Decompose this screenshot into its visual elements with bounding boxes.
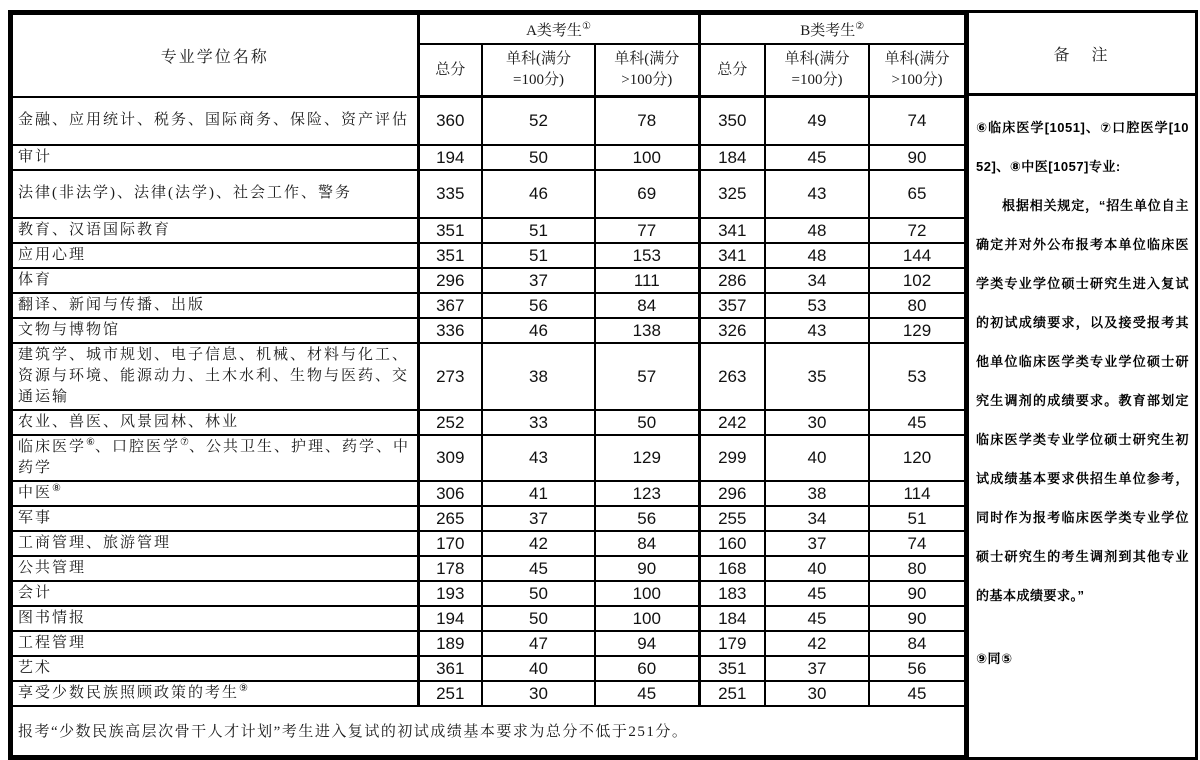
group-b-label: B类考生	[800, 22, 856, 39]
score-cell: 80	[869, 556, 965, 581]
score-cell: 350	[699, 97, 765, 145]
degree-name-text: 、口腔医学	[94, 438, 180, 455]
score-cell: 30	[482, 681, 595, 706]
score-cell: 90	[869, 145, 965, 170]
score-cell: 50	[482, 145, 595, 170]
a-single-eq100-header	[482, 44, 595, 97]
score-cell: 263	[699, 343, 765, 410]
remarks-paragraph: ⑥临床医学[1051]、⑦口腔医学[1052]、⑧中医[1057]专业:	[976, 120, 1190, 174]
degree-name-cell	[12, 218, 418, 243]
degree-name-text: 艺术	[18, 659, 53, 676]
footnote-marker: ②	[855, 20, 865, 32]
score-cell: 94	[595, 631, 699, 656]
score-cell: 351	[699, 656, 765, 681]
score-cell: 90	[869, 606, 965, 631]
subheader-line: >100分)	[621, 72, 673, 88]
score-cell: 299	[699, 435, 765, 481]
score-cell: 60	[595, 656, 699, 681]
remarks-paragraph: ⑨同⑤	[976, 651, 1013, 666]
score-cell: 45	[765, 145, 869, 170]
score-cell: 50	[595, 410, 699, 435]
footnote-marker: ⑥	[86, 436, 95, 448]
score-cell: 45	[482, 556, 595, 581]
table-row	[12, 606, 965, 631]
degree-name-text: 文物与博物馆	[18, 321, 121, 338]
score-cell: 72	[869, 218, 965, 243]
score-cell: 123	[595, 481, 699, 506]
score-cell: 265	[418, 506, 482, 531]
degree-name-cell	[12, 410, 418, 435]
score-cell: 100	[595, 145, 699, 170]
table-row	[12, 506, 965, 531]
degree-name-cell	[12, 581, 418, 606]
score-cell: 351	[418, 218, 482, 243]
table-row	[12, 343, 965, 410]
score-cell: 45	[869, 410, 965, 435]
degree-name-text: 图书情报	[18, 609, 87, 626]
score-cell: 35	[765, 343, 869, 410]
degree-name-text: 农业、兽医、风景园林、林业	[18, 413, 240, 430]
score-cell: 179	[699, 631, 765, 656]
subheader-line: =100分)	[513, 72, 564, 88]
table-row	[12, 410, 965, 435]
score-cell: 286	[699, 268, 765, 293]
group-a-label: A类考生	[526, 22, 582, 39]
degree-name-text: 享受少数民族照顾政策的考生	[18, 684, 240, 701]
subheader-line: 单科(满分	[784, 51, 850, 67]
footnote-marker: ⑨	[239, 682, 248, 694]
footer-note: 报考“少数民族高层次骨干人才计划”考生进入复试的初试成绩基本要求为总分不低于251分。	[12, 706, 965, 756]
remarks-column	[966, 13, 1195, 757]
degree-name-cell	[12, 481, 418, 506]
table-row	[12, 681, 965, 706]
score-cell: 325	[699, 170, 765, 218]
score-cell: 30	[765, 681, 869, 706]
remarks-body	[969, 96, 1195, 757]
table-row	[12, 268, 965, 293]
table-footer	[12, 706, 965, 756]
score-cell: 189	[418, 631, 482, 656]
subheader-line: 单科(满分	[884, 51, 950, 67]
degree-name-text: 审计	[18, 148, 53, 165]
score-cell: 46	[482, 318, 595, 343]
degree-name-cell	[12, 170, 418, 218]
score-cell: 43	[482, 435, 595, 481]
footer-row	[12, 706, 965, 756]
score-cell: 40	[765, 556, 869, 581]
score-cell: 45	[765, 581, 869, 606]
degree-name-text: 翻译、新闻与传播、出版	[18, 296, 206, 313]
subheader-line: 单科(满分	[506, 51, 571, 67]
degree-name-cell	[12, 506, 418, 531]
score-cell: 357	[699, 293, 765, 318]
score-cell: 51	[869, 506, 965, 531]
degree-name-cell	[12, 268, 418, 293]
score-cell: 296	[418, 268, 482, 293]
score-cell: 34	[765, 268, 869, 293]
degree-name-text: 中医	[18, 484, 53, 501]
degree-name-text: 体育	[18, 271, 53, 288]
degree-name-cell	[12, 556, 418, 581]
score-cell: 111	[595, 268, 699, 293]
score-cell: 34	[765, 506, 869, 531]
table-row	[12, 293, 965, 318]
degree-name-cell	[12, 243, 418, 268]
score-cell: 102	[869, 268, 965, 293]
score-cell: 37	[765, 531, 869, 556]
remarks-paragraph: 根据相关规定，“招生单位自主确定并对外公布报考本单位临床医学类专业学位硕士研究生进入复试的初试成绩要求，以及接受报考其他单位临床医学类专业学位硕士研究生调剂的成绩要求。教育部划定临床医学类专业学位硕士研究生初试成绩基本要求供招生单位参考，同时作为报考临床医学类专业学位硕士研究生的考生调剂到其他专业的基本成绩要求。”	[976, 198, 1190, 603]
score-cell: 42	[482, 531, 595, 556]
subheader-line: =100分)	[791, 72, 843, 88]
degree-name-text: 工程管理	[18, 634, 87, 651]
degree-name-text: 会计	[18, 584, 53, 601]
score-cell: 38	[765, 481, 869, 506]
degree-name-cell	[12, 606, 418, 631]
score-cell: 90	[595, 556, 699, 581]
degree-name-text: 法律(非法学)、法律(法学)、社会工作、警务	[18, 185, 352, 201]
score-line-sheet	[8, 10, 1198, 760]
group-header-row	[12, 14, 965, 44]
score-cell: 170	[418, 531, 482, 556]
score-cell: 45	[595, 681, 699, 706]
degree-name-cell	[12, 681, 418, 706]
score-cell: 120	[869, 435, 965, 481]
score-cell: 45	[765, 606, 869, 631]
degree-name-text: 建筑学、城市规划、电子信息、机械、材料与化工、资源与环境、能源动力、土木水利、生物与医药、交通运输	[18, 346, 410, 405]
score-cell: 77	[595, 218, 699, 243]
score-cell: 53	[869, 343, 965, 410]
score-cell: 51	[482, 243, 595, 268]
b-total-header: 总分	[699, 44, 765, 97]
score-cell: 251	[418, 681, 482, 706]
score-cell: 242	[699, 410, 765, 435]
score-cell: 48	[765, 243, 869, 268]
table-row	[12, 581, 965, 606]
score-cell: 50	[482, 606, 595, 631]
score-cell: 360	[418, 97, 482, 145]
score-cell: 326	[699, 318, 765, 343]
score-cell: 100	[595, 606, 699, 631]
score-cell: 42	[765, 631, 869, 656]
score-cell: 144	[869, 243, 965, 268]
score-cell: 43	[765, 170, 869, 218]
score-cell: 178	[418, 556, 482, 581]
score-cell: 84	[595, 531, 699, 556]
score-cell: 56	[595, 506, 699, 531]
b-single-gt100-header	[869, 44, 965, 97]
score-cell: 367	[418, 293, 482, 318]
score-cell: 138	[595, 318, 699, 343]
score-cell: 52	[482, 97, 595, 145]
score-cell: 43	[765, 318, 869, 343]
score-cell: 57	[595, 343, 699, 410]
degree-name-cell	[12, 97, 418, 145]
degree-name-cell	[12, 531, 418, 556]
score-cell: 251	[699, 681, 765, 706]
a-total-header: 总分	[418, 44, 482, 97]
table-row	[12, 243, 965, 268]
table-row	[12, 481, 965, 506]
score-cell: 194	[418, 145, 482, 170]
score-cell: 40	[482, 656, 595, 681]
score-cell: 65	[869, 170, 965, 218]
footnote-marker: ⑧	[52, 482, 61, 494]
degree-name-text: 、公共卫生、护理、药学、中药学	[18, 438, 410, 476]
table-row	[12, 531, 965, 556]
score-cell: 296	[699, 481, 765, 506]
score-cell: 90	[869, 581, 965, 606]
score-cell: 361	[418, 656, 482, 681]
score-cell: 30	[765, 410, 869, 435]
score-cell: 51	[482, 218, 595, 243]
table-row	[12, 170, 965, 218]
score-cell: 129	[869, 318, 965, 343]
table-row	[12, 318, 965, 343]
group-a-header	[418, 14, 699, 44]
score-cell: 37	[482, 506, 595, 531]
score-cell: 41	[482, 481, 595, 506]
table-row	[12, 97, 965, 145]
score-cell: 129	[595, 435, 699, 481]
score-cell: 351	[418, 243, 482, 268]
score-cell: 184	[699, 606, 765, 631]
degree-name-cell	[12, 318, 418, 343]
score-cell: 335	[418, 170, 482, 218]
score-cell: 56	[482, 293, 595, 318]
degree-name-cell	[12, 656, 418, 681]
score-cell: 252	[418, 410, 482, 435]
score-cell: 194	[418, 606, 482, 631]
score-cell: 78	[595, 97, 699, 145]
footnote-marker: ①	[581, 20, 591, 32]
score-cell: 184	[699, 145, 765, 170]
score-cell: 341	[699, 243, 765, 268]
table-row	[12, 556, 965, 581]
score-cell: 114	[869, 481, 965, 506]
score-cell: 100	[595, 581, 699, 606]
degree-name-cell	[12, 145, 418, 170]
score-cell: 47	[482, 631, 595, 656]
score-cell: 306	[418, 481, 482, 506]
score-cell: 49	[765, 97, 869, 145]
degree-name-cell	[12, 293, 418, 318]
score-table	[11, 13, 966, 757]
score-cell: 84	[595, 293, 699, 318]
score-cell: 168	[699, 556, 765, 581]
degree-name-text: 金融、应用统计、税务、国际商务、保险、资产评估	[18, 112, 410, 128]
score-cell: 46	[482, 170, 595, 218]
table-row	[12, 218, 965, 243]
degree-name-cell	[12, 631, 418, 656]
score-cell: 37	[765, 656, 869, 681]
score-cell: 84	[869, 631, 965, 656]
score-cell: 69	[595, 170, 699, 218]
degree-name-cell	[12, 343, 418, 410]
group-b-header	[699, 14, 965, 44]
table-row	[12, 145, 965, 170]
score-cell: 153	[595, 243, 699, 268]
subheader-line: >100分)	[891, 72, 943, 88]
score-cell: 74	[869, 531, 965, 556]
degree-name-text: 教育、汉语国际教育	[18, 221, 172, 238]
score-cell: 160	[699, 531, 765, 556]
degree-name-text: 公共管理	[18, 559, 87, 576]
score-cell: 48	[765, 218, 869, 243]
score-cell: 53	[765, 293, 869, 318]
degree-name-text: 工商管理、旅游管理	[18, 534, 172, 551]
table-row	[12, 631, 965, 656]
degree-name-text: 临床医学	[18, 438, 87, 455]
remarks-header: 备 注	[969, 13, 1195, 96]
score-cell: 50	[482, 581, 595, 606]
degree-name-text: 军事	[18, 509, 53, 526]
score-cell: 37	[482, 268, 595, 293]
score-cell: 183	[699, 581, 765, 606]
degree-name-cell	[12, 435, 418, 481]
score-cell: 40	[765, 435, 869, 481]
score-cell: 74	[869, 97, 965, 145]
table-row	[12, 656, 965, 681]
degree-name-header: 专业学位名称	[12, 14, 418, 97]
subheader-line: 单科(满分	[614, 51, 680, 67]
score-cell: 273	[418, 343, 482, 410]
degree-name-text: 应用心理	[18, 246, 87, 263]
score-cell: 33	[482, 410, 595, 435]
table-body	[12, 97, 965, 706]
score-cell: 341	[699, 218, 765, 243]
table-header	[12, 14, 965, 97]
score-cell: 309	[418, 435, 482, 481]
table-row	[12, 435, 965, 481]
footnote-marker: ⑦	[180, 436, 189, 448]
score-cell: 80	[869, 293, 965, 318]
b-single-eq100-header	[765, 44, 869, 97]
a-single-gt100-header	[595, 44, 699, 97]
score-cell: 38	[482, 343, 595, 410]
score-cell: 56	[869, 656, 965, 681]
score-cell: 193	[418, 581, 482, 606]
score-cell: 45	[869, 681, 965, 706]
score-cell: 255	[699, 506, 765, 531]
score-cell: 336	[418, 318, 482, 343]
